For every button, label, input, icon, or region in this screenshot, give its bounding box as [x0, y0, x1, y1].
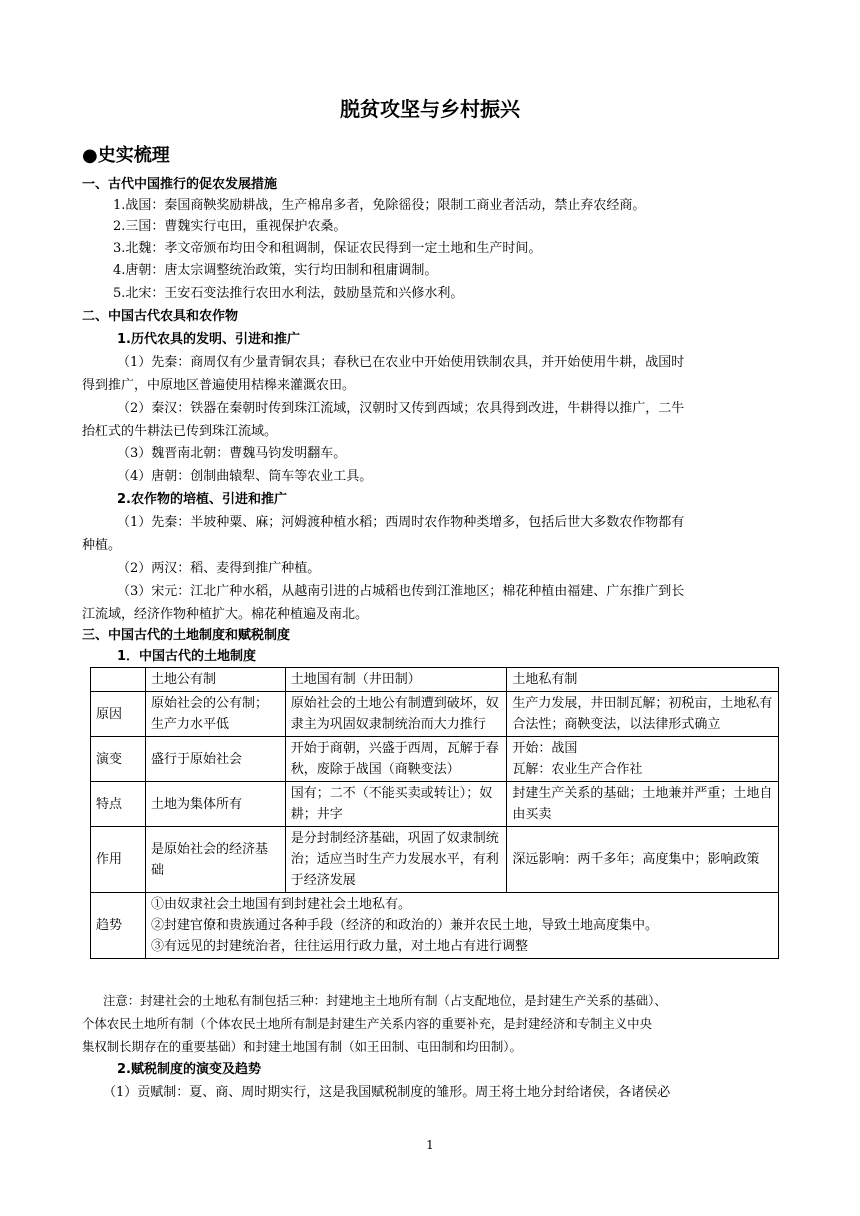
note-line: 注意：封建社会的土地私有制包括三种：封建地主土地所有制（占支配地位，是封建生产关系的基础）、 — [103, 993, 667, 1008]
table-row — [91, 692, 779, 737]
list-item: 5.北宋：王安石变法推行农田水利法，鼓励垦荒和兴修水利。 — [113, 286, 464, 301]
list-item: 1.战国：秦国商鞅奖励耕战，生产棉帛多者，免除徭役；限制工商业者活动，禁止弃农经商。 — [113, 198, 646, 213]
table-header-row — [91, 668, 779, 692]
note-line: 个体农民土地所有制（个体农民土地所有制是封建生产关系内容的重要补充，是封建经济和专制主义中央 — [82, 1016, 652, 1031]
section-heading: ●史实梳理 — [82, 145, 170, 166]
table-cell: 演变 — [91, 737, 146, 782]
table-cell: 趋势 — [91, 893, 146, 959]
paragraph-line: （2）秦汉：铁器在秦朝时传到珠江流域，汉朝时又传到西域；农具得到改进，牛耕得以推广，二牛 — [117, 401, 685, 416]
paragraph-line: （3）魏晋南北朝：曹魏马钧发明翻车。 — [117, 446, 347, 461]
table-cell: 开始：战国 瓦解：农业生产合作社 — [507, 737, 779, 782]
table-cell: 原始社会的土地公有制遭到破坏，奴隶主为巩固奴隶制统治而大力推行 — [285, 692, 507, 737]
table-cell: 国有；二不（不能买卖或转让）；奴耕；井字 — [285, 782, 507, 827]
paragraph-line: 种植。 — [82, 538, 122, 553]
trend-cell — [145, 893, 778, 959]
paragraph-line: （2）两汉：稻、麦得到推广种植。 — [117, 561, 321, 576]
paragraph-line: （4）唐朝：创制曲辕犁、筒车等农业工具。 — [117, 469, 373, 484]
table-row — [91, 827, 779, 893]
table-cell: 原因 — [91, 692, 146, 737]
paragraph-line: （3）宋元：江北广种水稻，从越南引进的占城稻也传到江淮地区；棉花种植由福建、广东推广到长 — [117, 584, 685, 599]
paragraph-line: 江流域，经济作物种植扩大。棉花种植遍及南北。 — [82, 607, 369, 622]
trend-line: ①由奴隶社会土地国有到封建社会土地私有。 — [150, 897, 411, 912]
table-row — [91, 782, 779, 827]
list-item: 4.唐朝：唐太宗调整统治政策，实行均田制和租庸调制。 — [113, 263, 438, 278]
paragraph-line: （1）贡赋制：夏、商、周时期实行，这是我国赋税制度的雏形。周王将土地分封给诸侯，各诸侯必 — [103, 1085, 671, 1100]
trend-line: ③有远见的封建统治者，往往运用行政力量，对土地占有进行调整 — [150, 939, 528, 954]
paragraph-line: （1）先秦：半坡种粟、麻；河姆渡种植水稻；西周时农作物种类增多，包括后世大多数农作物都有 — [117, 515, 685, 530]
subheading: 1．中国古代的土地制度 — [117, 649, 257, 664]
subheading: 2.赋税制度的演变及趋势 — [117, 1062, 261, 1077]
table-row — [91, 893, 779, 959]
table-cell: 特点 — [91, 782, 146, 827]
paragraph-line: 抬杠式的牛耕法已传到珠江流域。 — [82, 424, 278, 439]
table-cell: 作用 — [91, 827, 146, 893]
table-cell: 封建生产关系的基础；土地兼并严重；土地自由买卖 — [507, 782, 779, 827]
page-number: 1 — [426, 1138, 434, 1152]
table-cell: 土地为集体所有 — [145, 782, 285, 827]
table-cell: 土地国有制（井田制） — [285, 668, 507, 692]
page-title: 脱贫攻坚与乡村振兴 — [340, 97, 520, 121]
table-cell: 原始社会的公有制；生产力水平低 — [145, 692, 285, 737]
table-cell — [91, 668, 146, 692]
paragraph-line: （1）先秦：商周仅有少量青铜农具；春秋已在农业中开始使用铁制农具，并开始使用牛耕，战国时 — [117, 355, 685, 370]
table-cell: 土地公有制 — [145, 668, 285, 692]
heading-3: 三、中国古代的土地制度和赋税制度 — [82, 628, 291, 643]
table-cell: 是分封制经济基础，巩固了奴隶制统治；适应当时生产力发展水平，有利于经济发展 — [285, 827, 507, 893]
table-cell: 开始于商朝，兴盛于西周，瓦解于春秋，废除于战国（商鞅变法） — [285, 737, 507, 782]
table-cell: 盛行于原始社会 — [145, 737, 285, 782]
note-line: 集权制长期存在的重要基础）和封建土地国有制（如王田制、屯田制和均田制）。 — [82, 1039, 522, 1054]
table-row — [91, 737, 779, 782]
list-item: 3.北魏：孝文帝颁布均田令和租调制，保证农民得到一定土地和生产时间。 — [113, 241, 542, 256]
table-cell: 生产力发展，井田制瓦解；初税亩，土地私有合法性；商鞅变法，以法律形式确立 — [507, 692, 779, 737]
land-system-table — [90, 667, 779, 959]
table-cell: 深远影响：两千多年；高度集中；影响政策 — [507, 827, 779, 893]
heading-2: 二、中国古代农具和农作物 — [82, 309, 239, 324]
trend-line: ②封建官僚和贵族通过各种手段（经济的和政治的）兼并农民土地，导致土地高度集中。 — [150, 918, 658, 933]
list-item: 2.三国：曹魏实行屯田，重视保护农桑。 — [113, 219, 347, 234]
heading-1: 一、古代中国推行的促农发展措施 — [82, 177, 278, 192]
paragraph-line: 得到推广，中原地区普遍使用桔槔来灌溉农田。 — [82, 378, 356, 393]
subheading: 2.农作物的培植、引进和推广 — [117, 492, 287, 507]
table-cell: 是原始社会的经济基础 — [145, 827, 285, 893]
subheading: 1.历代农具的发明、引进和推广 — [117, 332, 300, 347]
table-cell: 土地私有制 — [507, 668, 779, 692]
